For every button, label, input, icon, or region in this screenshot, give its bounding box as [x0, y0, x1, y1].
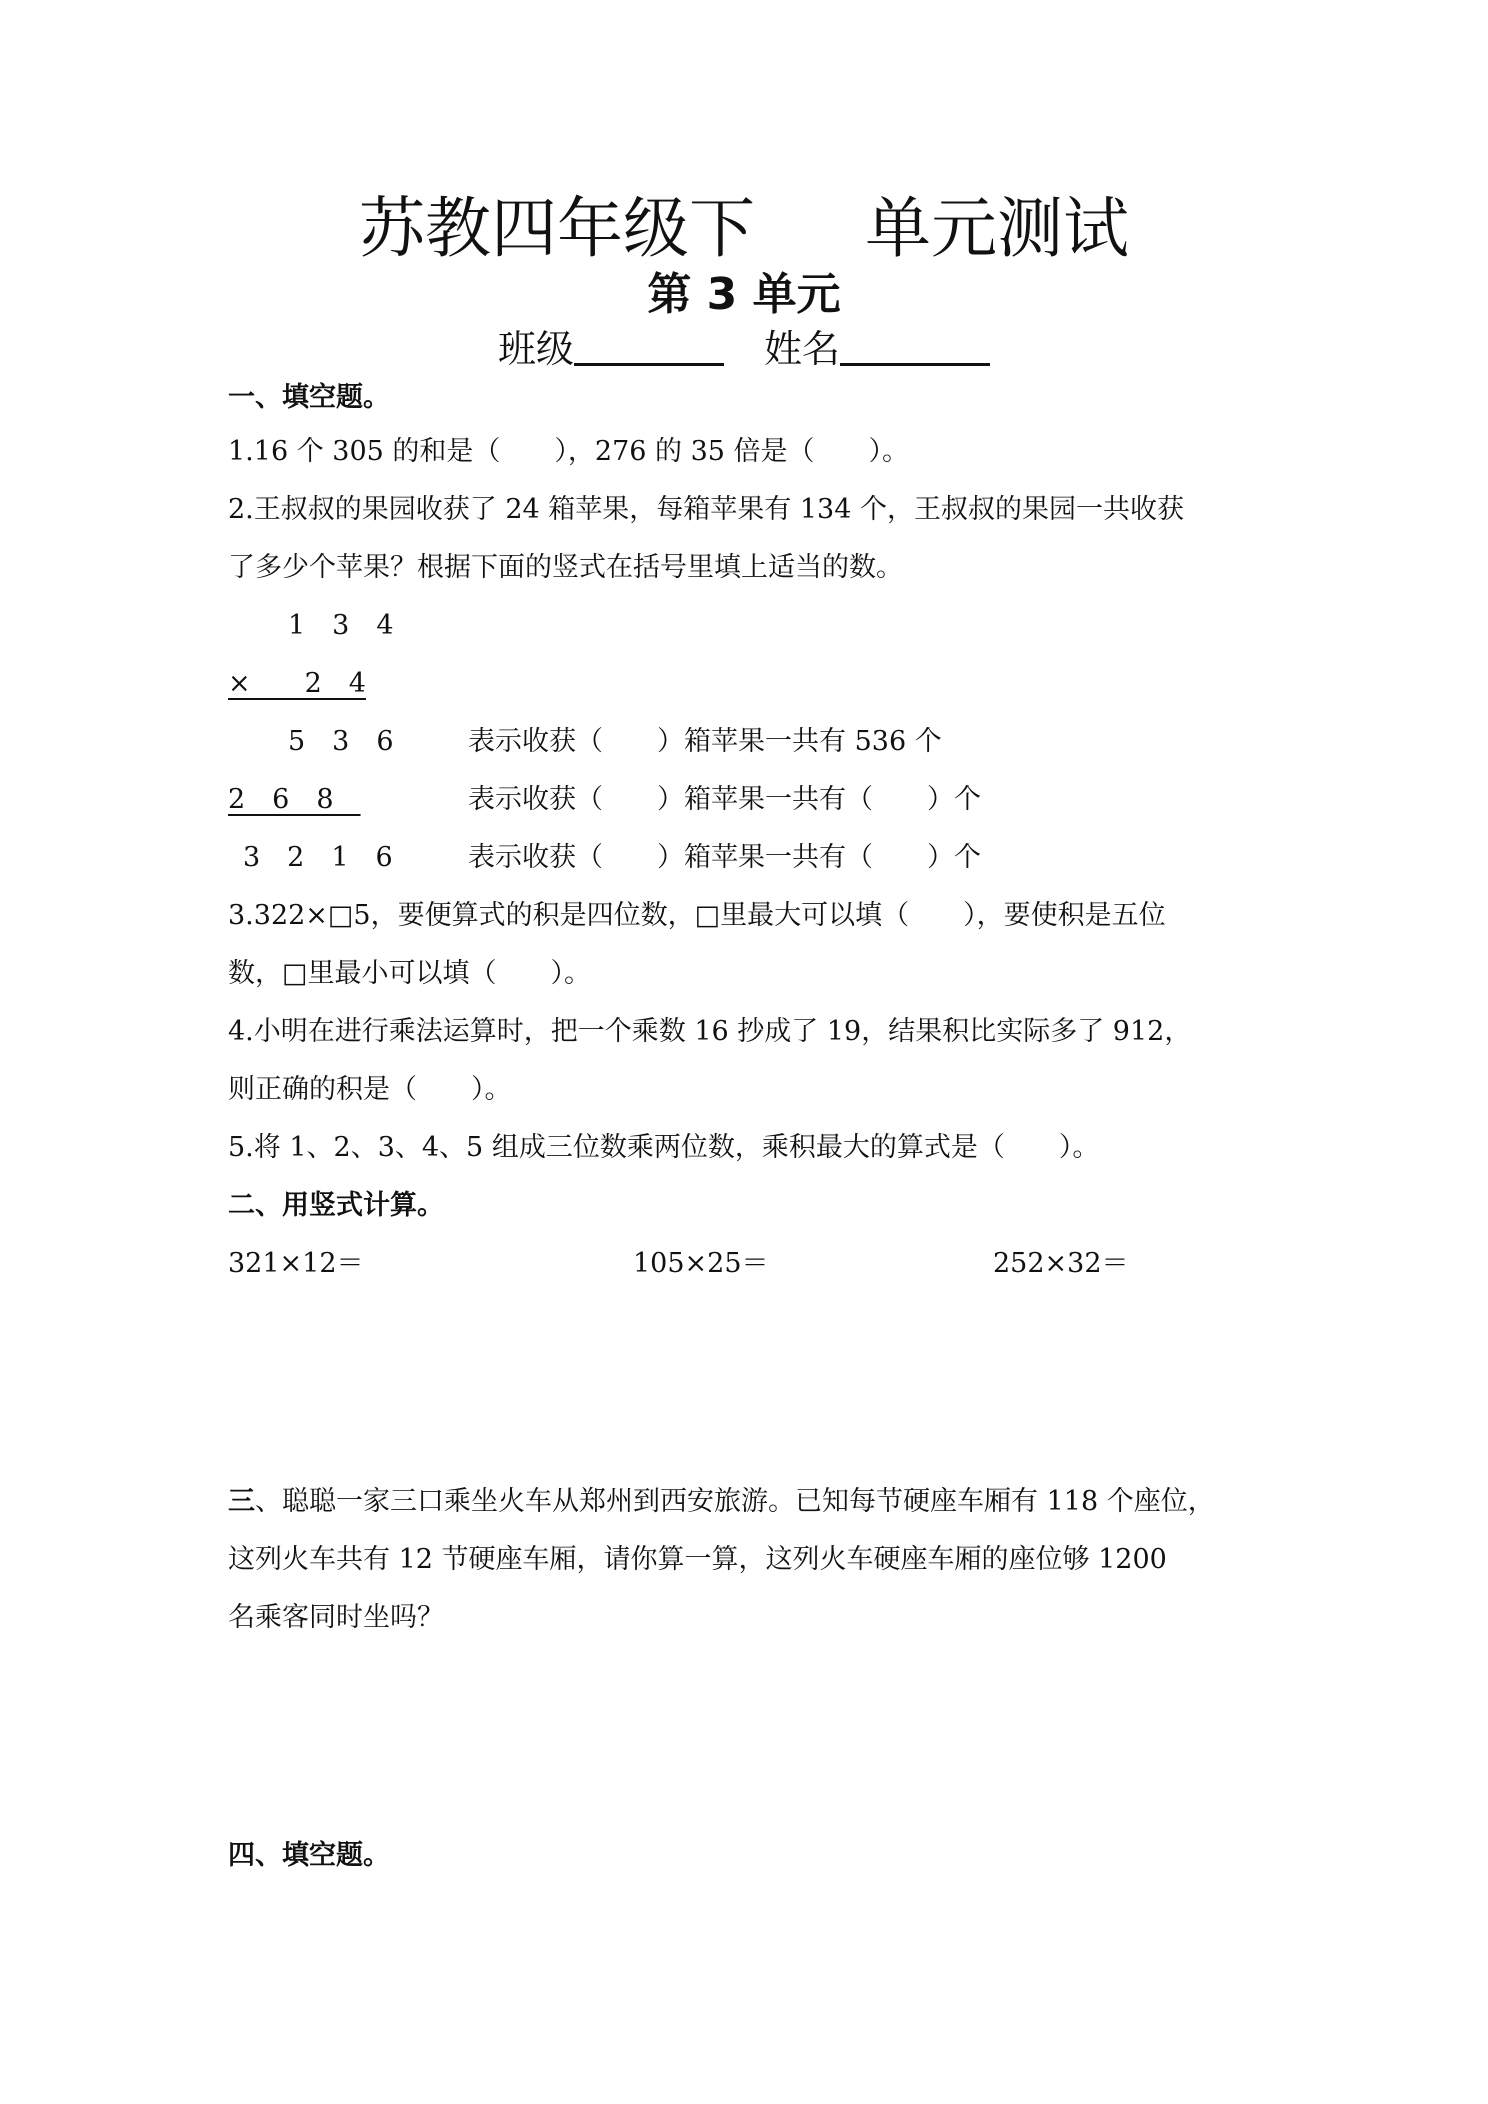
vertical-row-3: 5 3 6: [288, 726, 394, 757]
unit-subtitle: 第 3 单元: [647, 269, 841, 320]
vertical-note-3: 表示收获（ ）箱苹果一共有（ ）个: [468, 842, 981, 873]
name-label: 姓名: [764, 327, 841, 371]
question-3-line1: 3.322×□5，要便算式的积是四位数，□里最大可以填（ ），要使积是五位: [228, 900, 1166, 931]
class-blank[interactable]: [574, 327, 724, 366]
question-3-line2: 数，□里最小可以填（ ）。: [228, 958, 592, 989]
question-4-line1: 4.小明在进行乘法运算时，把一个乘数 16 抄成了 19，结果积比实际多了 912，: [228, 1016, 1192, 1047]
vertical-note-1: 表示收获（ ）箱苹果一共有 536 个: [468, 726, 942, 757]
section4-heading: 四、填空题。: [228, 1840, 390, 1871]
name-blank[interactable]: [840, 327, 990, 366]
calc-1: 321×12＝: [228, 1248, 364, 1279]
vertical-note-2: 表示收获（ ）箱苹果一共有（ ）个: [468, 784, 981, 815]
title-left: 苏教四年级下: [359, 190, 755, 267]
vertical-row-2: × 2 4: [228, 668, 366, 699]
class-name-row: [0, 326, 1488, 372]
section3-line1-text: 、聪聪一家三口乘坐火车从郑州到西安旅游。已知每节硬座车厢有 118 个座位，: [255, 1486, 1215, 1517]
vertical-row-4: [228, 780, 361, 820]
section3-line2: 这列火车共有 12 节硬座车厢，请你算一算，这列火车硬座车厢的座位够 1200: [228, 1544, 1167, 1575]
section3-line3: 名乘客同时坐吗？: [228, 1602, 444, 1633]
calc-3: 252×32＝: [993, 1248, 1129, 1279]
question-5: 5.将 1、2、3、4、5 组成三位数乘两位数，乘积最大的算式是（ ）。: [228, 1132, 1100, 1163]
vertical-row-4-text: 2 6 8: [228, 784, 334, 815]
class-label: 班级: [497, 327, 574, 371]
question-4-line2: 则正确的积是（ ）。: [228, 1074, 512, 1105]
section3-line1: [228, 1482, 1215, 1522]
title-right: 单元测试: [865, 190, 1129, 267]
section2-heading: 二、用竖式计算。: [228, 1190, 444, 1221]
page-title: [0, 190, 1488, 268]
calc-2: 105×25＝: [633, 1248, 769, 1279]
question-1: 1.16 个 305 的和是（ ），276 的 35 倍是（ ）。: [228, 436, 910, 467]
section1-heading: 一、填空题。: [228, 382, 390, 413]
section3-number: 三: [228, 1486, 255, 1517]
vertical-row-5: 3 2 1 6: [243, 842, 393, 873]
question-2-line2: 了多少个苹果？根据下面的竖式在括号里填上适当的数。: [228, 552, 903, 583]
question-2-line1: 2.王叔叔的果园收获了 24 箱苹果，每箱苹果有 134 个，王叔叔的果园一共收获: [228, 494, 1184, 525]
vertical-row-1: 1 3 4: [288, 610, 394, 641]
